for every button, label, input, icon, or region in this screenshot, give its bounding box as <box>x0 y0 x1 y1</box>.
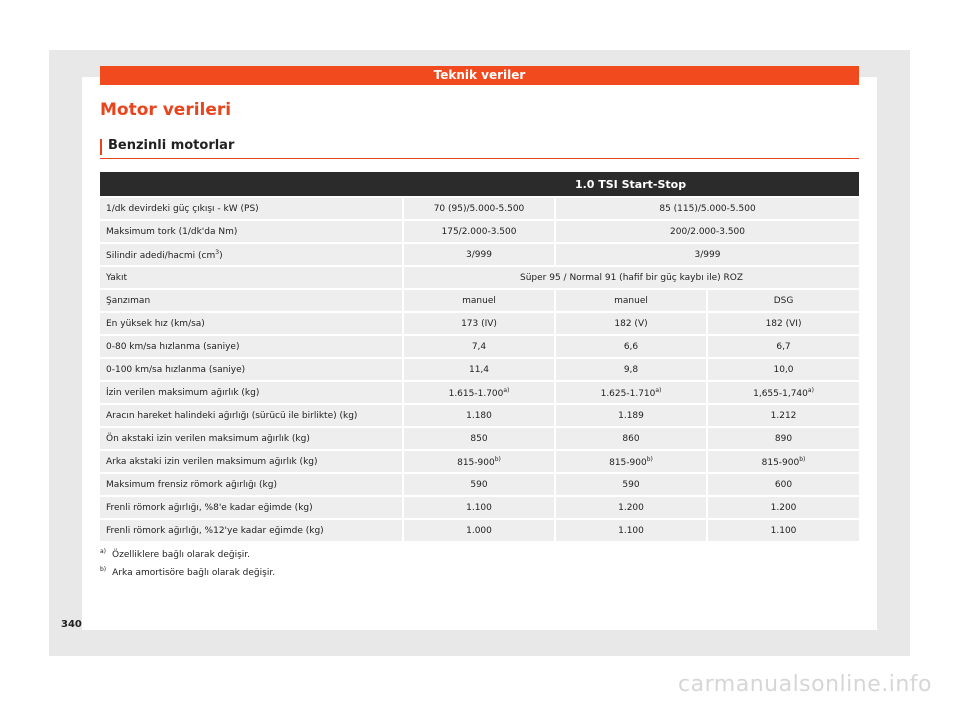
page-number: 340 <box>61 619 82 630</box>
row-value: 200/2.000-3.500 <box>554 221 859 242</box>
row-value: 590 <box>554 474 706 495</box>
row-value: 1.180 <box>402 405 554 426</box>
table-row <box>100 520 859 541</box>
table-row <box>100 198 859 219</box>
row-value: 9,8 <box>554 359 706 380</box>
row-value: 182 (V) <box>554 313 706 334</box>
row-value: 3/999 <box>554 244 859 265</box>
row-value: 850 <box>402 428 554 449</box>
row-value: 815-900$^{b)}$ <box>402 451 554 472</box>
row-value: 1.200 <box>706 497 859 518</box>
row-label: Aracın hareket halindeki ağırlığı (sürücü ile birlikte) (kg) <box>100 405 402 426</box>
table-body <box>100 198 859 541</box>
row-value: 85 (115)/5.000-5.500 <box>554 198 859 219</box>
row-value: 1,655-1,740$^{a)}$ <box>706 382 859 403</box>
row-value: 590 <box>402 474 554 495</box>
row-label: Silindir adedi/hacmi $(cm^3)$ <box>100 244 402 265</box>
row-label: Ön akstaki izin verilen maksimum ağırlık (kg) <box>100 428 402 449</box>
table-row <box>100 405 859 426</box>
footnotes <box>100 548 275 584</box>
row-value: 10,0 <box>706 359 859 380</box>
row-value: manuel <box>402 290 554 311</box>
row-value: 1.615-1.700$^{a)}$ <box>402 382 554 403</box>
subsection-title: Benzinli motorlar <box>108 138 235 153</box>
row-value: 815-900$^{b)}$ <box>554 451 706 472</box>
subsection-accent-bar <box>100 139 102 155</box>
row-value: 1.100 <box>554 520 706 541</box>
row-label: Maksimum frensiz römork ağırlığı (kg) <box>100 474 402 495</box>
chapter-header: Teknik veriler <box>100 66 859 85</box>
row-value: 11,4 <box>402 359 554 380</box>
row-label: Frenli römork ağırlığı, %8'e kadar eğimde (kg) <box>100 497 402 518</box>
row-label: 0-100 km/sa hızlanma (saniye) <box>100 359 402 380</box>
subsection-heading <box>100 138 859 159</box>
table-row <box>100 313 859 334</box>
row-label: Maksimum tork (1/dk'da Nm) <box>100 221 402 242</box>
row-value: manuel <box>554 290 706 311</box>
table-row <box>100 474 859 495</box>
row-label: Arka akstaki izin verilen maksimum ağırlık (kg) <box>100 451 402 472</box>
table-row <box>100 382 859 403</box>
table-row <box>100 451 859 472</box>
table-row <box>100 290 859 311</box>
row-value: 175/2.000-3.500 <box>402 221 554 242</box>
row-value: DSG <box>706 290 859 311</box>
row-label: 0-80 km/sa hızlanma (saniye) <box>100 336 402 357</box>
row-label: İzin verilen maksimum ağırlık (kg) <box>100 382 402 403</box>
row-value: 182 (VI) <box>706 313 859 334</box>
row-value: Süper 95 / Normal 91 (hafif bir güç kaybı ile) ROZ <box>402 267 859 288</box>
row-value: 1.100 <box>706 520 859 541</box>
table-row <box>100 336 859 357</box>
table-row <box>100 359 859 380</box>
engine-spec-table <box>100 170 859 543</box>
table-row <box>100 267 859 288</box>
watermark: carmanualsonline.info <box>678 672 932 697</box>
row-value: 7,4 <box>402 336 554 357</box>
row-value: 173 (IV) <box>402 313 554 334</box>
row-value: 600 <box>706 474 859 495</box>
table-row <box>100 497 859 518</box>
row-label: Şanzıman <box>100 290 402 311</box>
row-value: 1.000 <box>402 520 554 541</box>
row-label: 1/dk devirdeki güç çıkışı - kW (PS) <box>100 198 402 219</box>
section-title: Motor verileri <box>100 100 232 120</box>
table-header-row <box>100 172 859 196</box>
row-value: 1.200 <box>554 497 706 518</box>
row-value: 1.100 <box>402 497 554 518</box>
row-value: 70 (95)/5.000-5.500 <box>402 198 554 219</box>
footnote-a: $^{a)}$ Özelliklere bağlı olarak değişir. <box>100 548 251 560</box>
table-row <box>100 244 859 265</box>
row-value: 6,6 <box>554 336 706 357</box>
row-value: 1.212 <box>706 405 859 426</box>
row-label: En yüksek hız (km/sa) <box>100 313 402 334</box>
engine-header: 1.0 TSI Start-Stop <box>402 172 859 196</box>
row-label: Yakıt <box>100 267 402 288</box>
row-value: 815-900$^{b)}$ <box>706 451 859 472</box>
table-row <box>100 221 859 242</box>
header-empty-cell <box>100 172 402 196</box>
row-value: 860 <box>554 428 706 449</box>
table-row <box>100 428 859 449</box>
footnote-b: $^{b)}$ Arka amortisöre bağlı olarak değişir. <box>100 566 276 578</box>
row-value: 6,7 <box>706 336 859 357</box>
row-label: Frenli römork ağırlığı, %12'ye kadar eğimde (kg) <box>100 520 402 541</box>
row-value: 1.625-1.710$^{a)}$ <box>554 382 706 403</box>
row-value: 1.189 <box>554 405 706 426</box>
row-value: 890 <box>706 428 859 449</box>
row-value: 3/999 <box>402 244 554 265</box>
